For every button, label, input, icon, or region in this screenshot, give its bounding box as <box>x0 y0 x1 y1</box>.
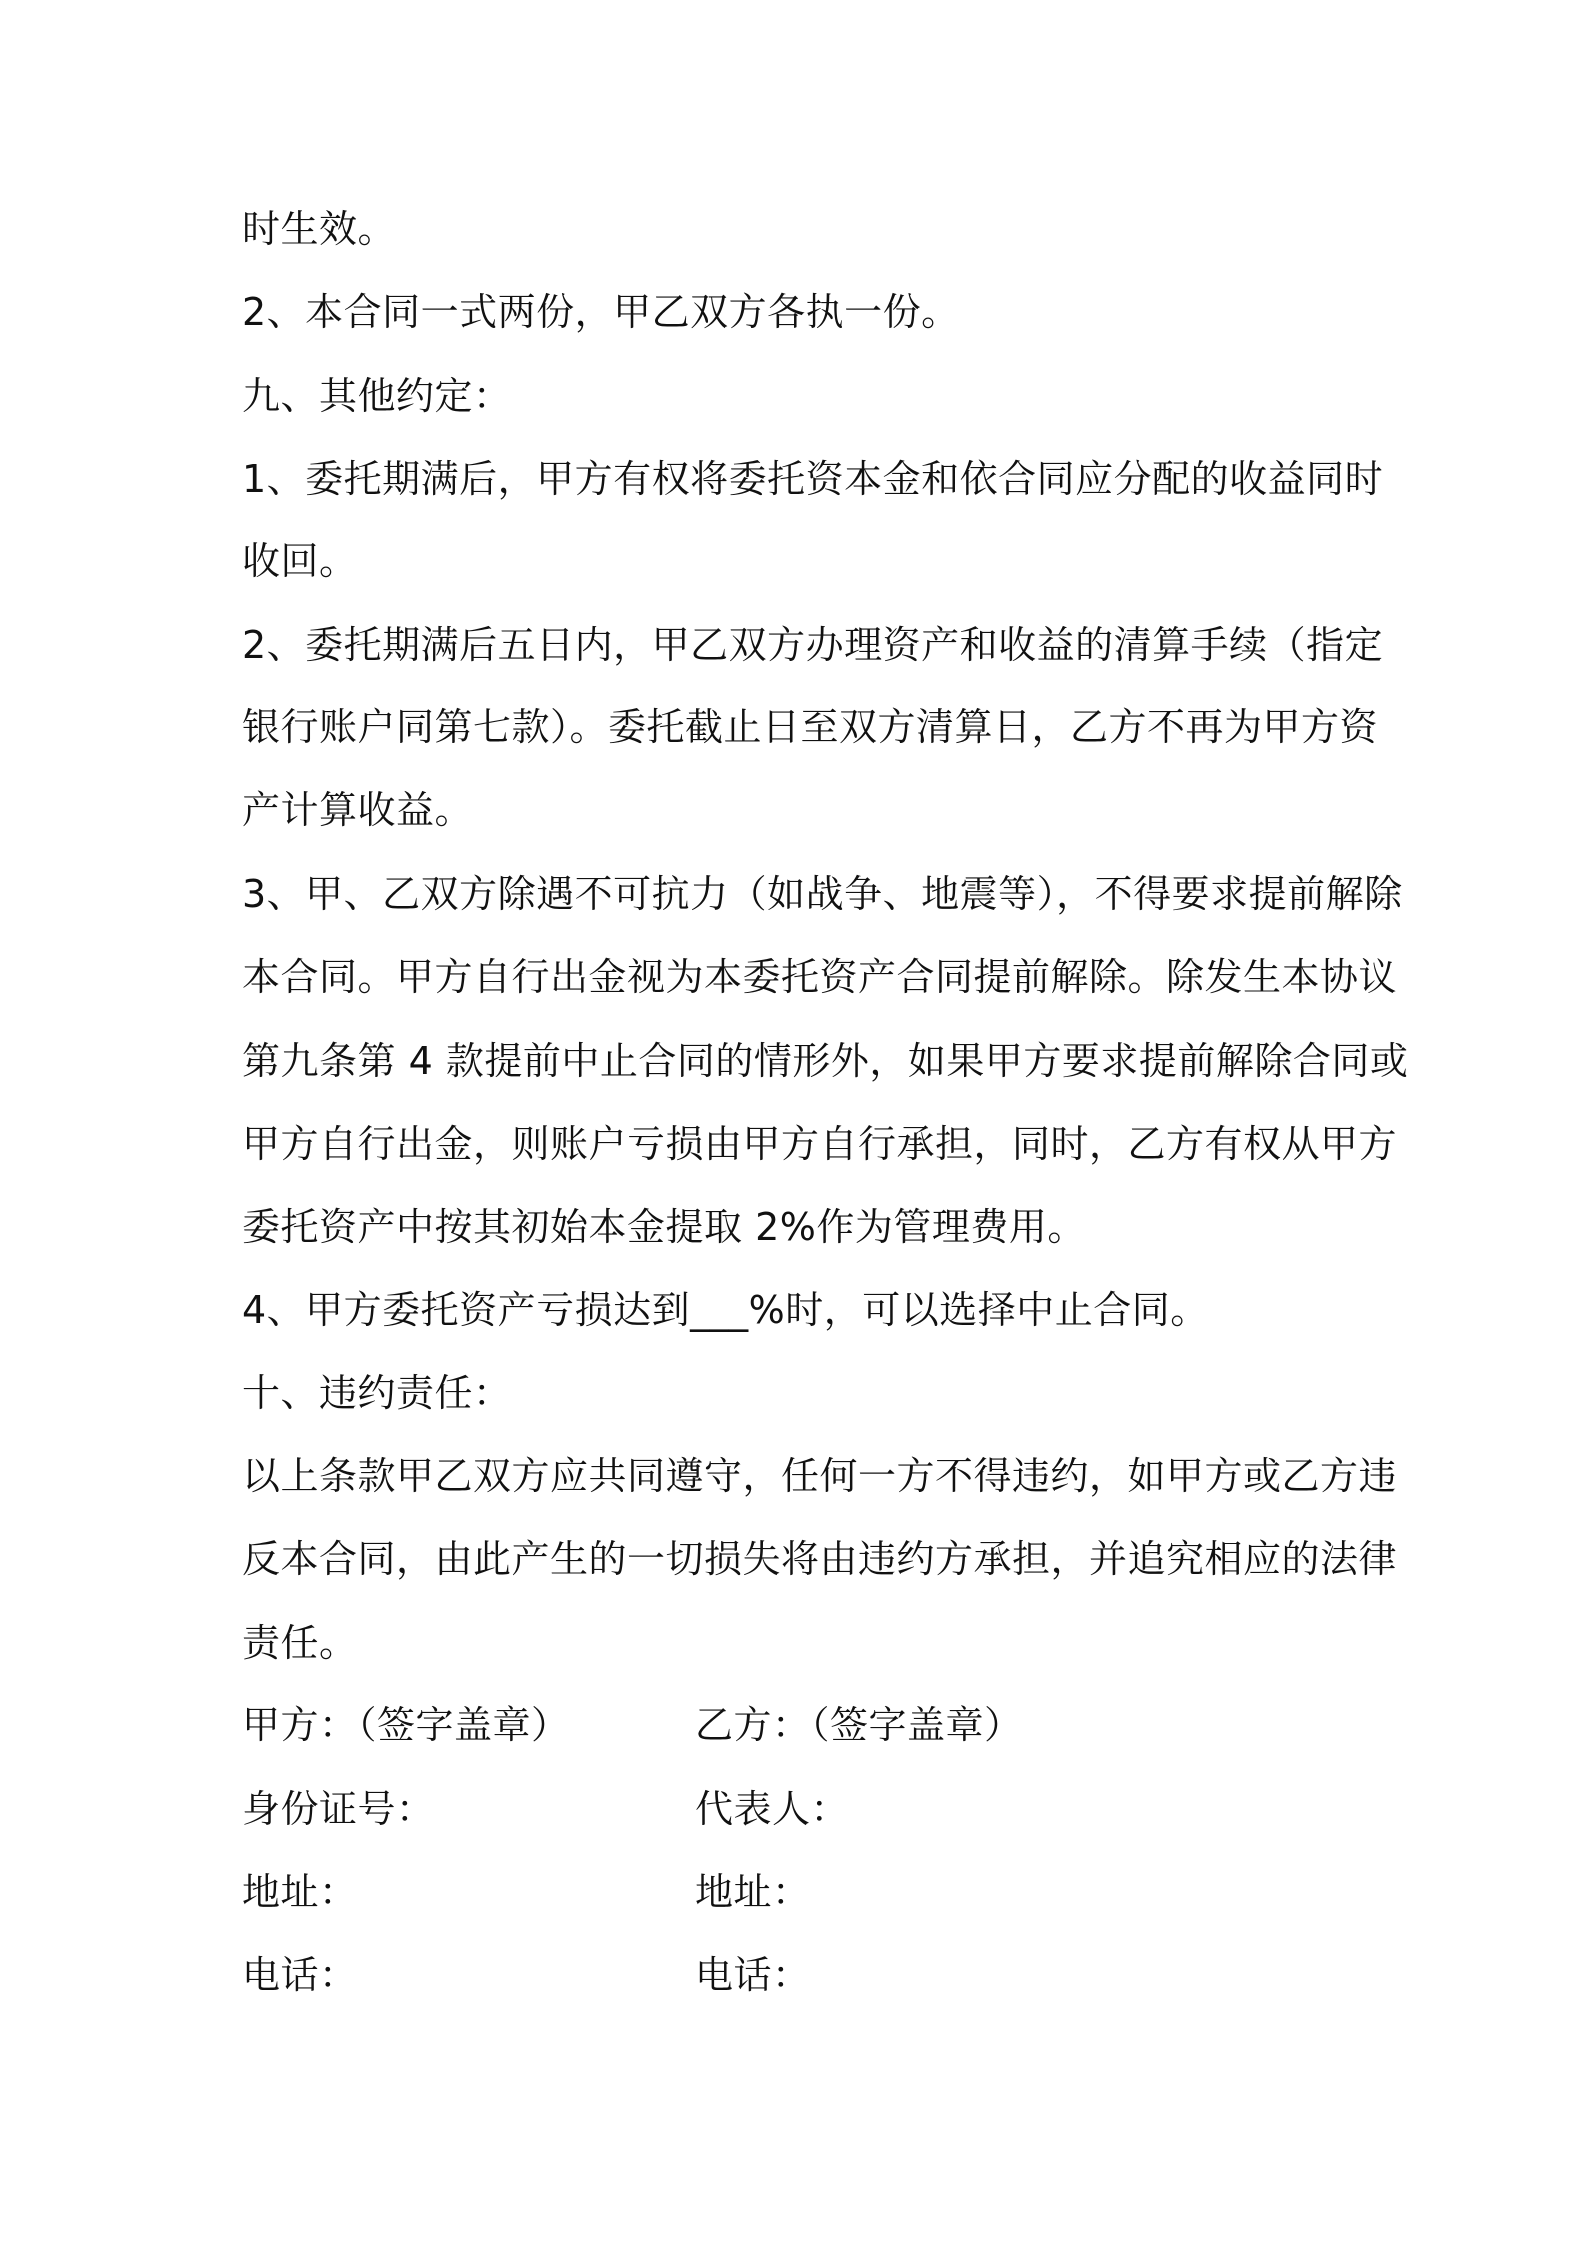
party-a-title: 甲方：（签字盖章） <box>242 1703 570 1747</box>
text-line: 责任。 <box>242 1621 358 1665</box>
text-line: 反本合同，由此产生的一切损失将由违约方承担，并追究相应的法律 <box>242 1537 1398 1581</box>
text-line: 时生效。 <box>242 207 397 251</box>
text-line: 本合同。甲方自行出金视为本委托资产合同提前解除。除发生本协议 <box>242 955 1398 999</box>
text-line: 2、本合同一式两份，甲乙双方各执一份。 <box>242 290 960 334</box>
party-b-rep-label: 代表人： <box>695 1787 850 1831</box>
text-line: 4、甲方委托资产亏损达到___%时，可以选择中止合同。 <box>242 1288 1209 1332</box>
text-line: 2、委托期满后五日内，甲乙双方办理资产和收益的清算手续（指定 <box>242 623 1384 667</box>
party-a-address-label: 地址： <box>242 1870 358 1914</box>
text-line: 3、甲、乙双方除遇不可抗力（如战争、地震等），不得要求提前解除 <box>242 872 1403 916</box>
text-line: 收回。 <box>242 539 358 583</box>
party-a-phone-label: 电话： <box>242 1953 358 1997</box>
party-b-title: 乙方：（签字盖章） <box>695 1703 1023 1747</box>
text-line: 以上条款甲乙双方应共同遵守，任何一方不得违约，如甲方或乙方违 <box>242 1454 1398 1498</box>
text-line: 第九条第 4 款提前中止合同的情形外，如果甲方要求提前解除合同或 <box>242 1039 1409 1083</box>
text-line: 产计算收益。 <box>242 788 474 832</box>
section-heading: 九、其他约定： <box>242 374 512 418</box>
party-b-phone-label: 电话： <box>695 1953 811 1997</box>
party-b-address-label: 地址： <box>695 1870 811 1914</box>
section-heading: 十、违约责任： <box>242 1371 512 1415</box>
party-a-id-label: 身份证号： <box>242 1787 435 1831</box>
text-line: 甲方自行出金，则账户亏损由甲方自行承担，同时，乙方有权从甲方 <box>242 1122 1398 1166</box>
text-line: 银行账户同第七款）。委托截止日至双方清算日，乙方不再为甲方资 <box>242 705 1379 749</box>
text-line: 委托资产中按其初始本金提取 2%作为管理费用。 <box>242 1205 1086 1249</box>
text-line: 1、委托期满后，甲方有权将委托资本金和依合同应分配的收益同时 <box>242 457 1384 501</box>
